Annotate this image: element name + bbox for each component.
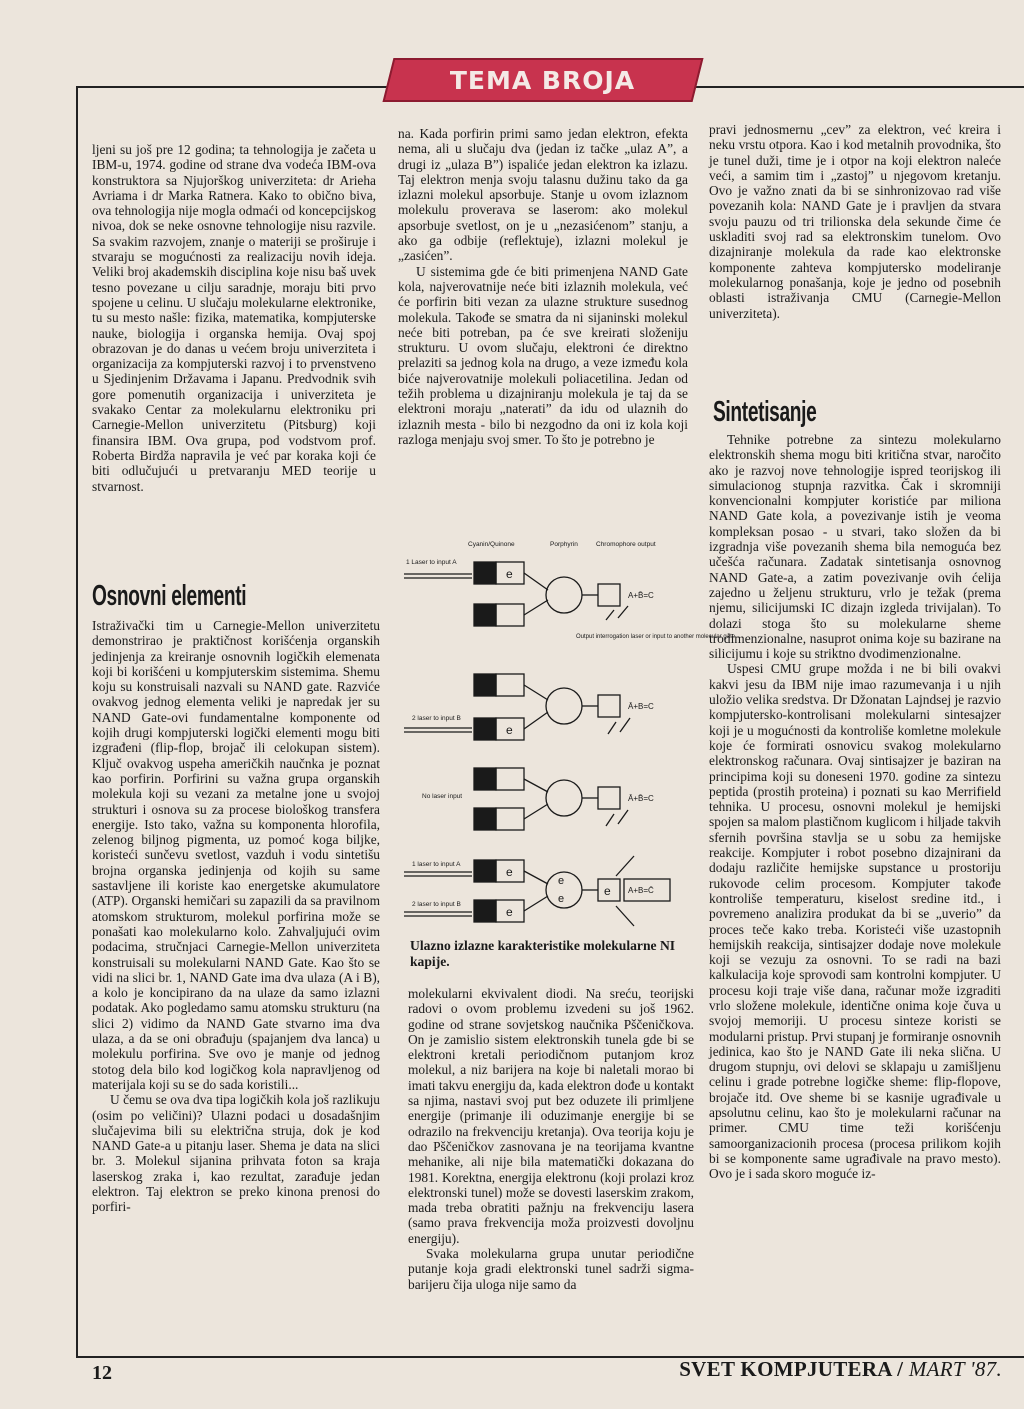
connector — [524, 896, 548, 911]
label-laser-b-4: 2 laser to input B — [412, 901, 461, 908]
cyanin-block — [474, 562, 496, 584]
heading-osnovni-elementi: Osnovni elementi — [92, 580, 247, 612]
quinone-block — [496, 674, 524, 696]
left-rule — [76, 86, 78, 1356]
label-laser-b-2: 2 laser to input B — [412, 715, 461, 722]
arrow — [606, 814, 614, 826]
row-4 — [404, 856, 670, 926]
issue-date: MART '87. — [908, 1357, 1002, 1381]
paragraph: ljeni su još pre 12 godina; ta tehnologija je začeta u IBM-u, 1974. godine od strane dva vodeća IBM-ova konstruktora sa Njujorškog univerziteta: dr Arieha Avriama i dr Marka Ratnera. Kako to obično biva, ova tehnologija nije mogla odmaći od koncepcijskog nivoa, dok se neke osnovne tehnologije nisu razvile. Sa svakim razvojem, znanje o materiji se proširuje i stvaraju se mogućnosti za realizaciju novih ideja. Veliki broj akademskih disciplina koje nisu baš uvek tesno povezane u cilju saradnje, moraju biti prvo spojene u celinu. U slučaju molekularne elektronike, tu su mesto našle: fizika, matematika, kompjuterske nauke, biologija i organska hemija. Ovaj spoj obrazovan je do danas u većem broju univerziteta i organizacija za kompjuterski razvoj i to prvenstveno u Sjedinjenim Državama i Japanu. Predvodnik svih gore pomenutih organizacija i univerziteta je svakako Centar za molekularnu elektroniku pri Carnegie-Mellon univerzitetu (Pitsburg) koji finansira IBM. Ova grupa, pod vodstvom prof. Roberta Birdža napravila je već par koraka koji će biti odlučujući u pretvaranju MED teorije u stvarnost. — [92, 142, 376, 494]
quinone-block — [496, 808, 524, 830]
quinone-block — [496, 768, 524, 790]
nand-gate-diagram — [402, 534, 736, 934]
cyanin-block — [474, 900, 496, 922]
paragraph: Istraživački tim u Carnegie-Mellon univerzitetu demonstrirao je praktičnost korišćenja organskih jedinjenja za kreiranje osnovnih logičkih elemenata koji bi korišćeni u kompjuterskim sistemima. Shemu koju su konstruisali nazvali su NAND gate. Razviće ovakvog jednog elementa veliki je napredak jer su NAND Gate-ovi fundamentalne komponente od kojih drugi kompjuterski logički elementi mogu biti izgrađeni (flip-flop, brojač ili celokupan sistem). Ključ ovakvog uspeha američkih naučnka je poznat kao porfirin. Porfirini su važna grupa organskih molekula koji su vezani za metalne jone u svojoj strukturi i osnova su za procese biološkog transfera energije. Isto tako, važna su komponenta hlorofila, zelenog biljnog pigmenta, uz pomoć koga biljke, koristeći sunčevu svetlost, vazduh i vodu sintetišu brojna organska jedinjenja od kojih su same sastavljene ili koriste kao energetske akumulatore (ATP). Organski hemičari su zapazili da sa pravilnom atomskom strukturom, molekul porfirina može se ponašati kao molekularno kolo. Zahvaljujući ovim podacima, stručnjaci Carnegie-Mellon univerziteta konstruisali su molekularni NAND Gate. Kao što se vidi na slici br. 1, NAND Gate ima dva ulaza (A i B), a kolo je koncipirano da na ulaze da samo izlazni podatak. Ako pogledamo samu atomsku strukturu (na slici 2) vidimo da NAND Gate stvarno ima dva ulaza, a da se oni obrađuju (spajanjem dva lanca) u molekulu porfirina. Sve ovo je manje od jednog stotog dela bilo kod logičkog kola napravljenog od materijala koji su se do sada koristili... — [92, 618, 380, 1092]
output-3: Ā+B̄=C — [628, 794, 654, 803]
caption-text: Ulazno izlazne karakteristike molekularne NI kapije. — [410, 938, 676, 969]
connector — [524, 712, 548, 729]
heading-sintetisanje: Sintetisanje — [713, 396, 817, 428]
paragraph: U čemu se ova dva tipa logičkih kola još razlikuju (osim po veličini)? Ulazni podaci u dosadašnjim slučajevima bili su električna struja, dok je kod NAND Gate-a u pitanju laser. Shema je data na slici br. 3. Molekul sijanina prihvata foton sa kraja laserskog zraka i, kao rezultat, zarađuje jedan elektron. Taj elektron se preko kinona prenosi do porfiri- — [92, 1092, 380, 1215]
paragraph: Svaka molekularna grupa unutar periodične putanje koja gradi elektronski tunel sadrži sigma-barijeru čija uloga nije samo da — [408, 1246, 694, 1292]
cyanin-block — [474, 718, 496, 740]
row-2 — [404, 674, 654, 740]
page-number: 12 — [92, 1362, 112, 1384]
connector — [524, 600, 548, 615]
quinone-block — [496, 604, 524, 626]
electron-label: e — [604, 884, 611, 898]
paragraph: Uspesi CMU grupe možda i ne bi bili ovakvi kakvi jesu da IBM nije imao razumevanja i u njih uložio velika sredstva. Dr Džonatan Lajndsej je razvio kompjutersko-kontrolisani molekularni sintesajzer koji je u mogućnosti da kontroliše komletne molekule koje će formirati osnovicu svakog molekularno elektronskog računara. Ovaj sintisajzer je baziran na principima koji su doneseni 1970. godine za sintezu peptida (prostih proteina) i poznati su kao Merrifield tehnika. U procesu, osnovni molekul je hemijski spojen sa malom plastičnom kuglicom i hiljade takvih sfernih površina stavlja se u sobu za hemijske reakcije. Kompjuter i robot posebno dizajnirani da dodaju različite hemijske supstance u prostoriju rukovode celim procesom. Kompjuter takođe kontroliše temperaturu, kiselost sredine itd., i povremeno analizira produkat da bi se „uverio” da proces teče kako treba. Koristeći više uzastopnih hemijskih reakcija, sintisajzer dodaje nove molekule koji se vezuju za osnovni. To se radi na bazi kalkulacija koje sprovodi sam kontrolni kompjuter. U procesu koji traje više dana, računar može izgraditi vrlo složene molekule, identične onima koje čuva u svojoj memoriji. U procesu sinteze koristi se modularni pristup. Prvi stupanj je formiranje osnovnih jedinica, kao što je NAND Gate ili neka slična. U drugom stupnju, ovi delovi se sklapaju u zamišljenu celinu i grade potrebne logičke sheme: flip-flopove, brojače itd. Ove sheme bi se kasnije ugrađivale u apsolutnu celinu, kao što je molekularni računar na primer. CMU time teži korišćenju samoorganizacionih procesa (procesa prilikom kojih bi se komponente same ugrađivale na pravo mesto). Ovo je i sada skoro moguće iz- — [709, 661, 1001, 1182]
header-cyanin: Cyanin/Quinone — [468, 541, 515, 548]
cyanin-block — [474, 604, 496, 626]
magazine-footer — [679, 1357, 1002, 1382]
electron-label: e — [506, 865, 513, 879]
arrow — [606, 610, 614, 620]
figure-caption — [410, 938, 696, 970]
electron-label: e — [506, 905, 513, 919]
column-3-top — [709, 122, 1001, 321]
column-2-bottom — [408, 986, 694, 1292]
column-1-intro — [92, 142, 376, 494]
arrow — [620, 718, 630, 732]
porphyrin-ring — [546, 577, 582, 613]
arrow — [616, 906, 634, 926]
section-banner-title: TEMA BROJA — [450, 65, 636, 95]
connector — [524, 804, 548, 819]
header-chromophore: Chromophore output — [596, 541, 656, 548]
connector — [524, 573, 548, 590]
label-laser-a-1: 1 Laser to input A — [406, 559, 457, 566]
arrow — [618, 606, 628, 618]
electron-label: e — [506, 723, 513, 737]
chromophore-box — [598, 584, 620, 606]
label-no-laser: No laser input — [422, 793, 463, 800]
chromophore-box — [598, 787, 620, 809]
electron-label: e — [558, 875, 565, 887]
paragraph: Tehnike potrebne za sintezu molekularno elektronskih shema mogu biti kritična stvar, naročito ako je razvoj nove tehnologije ispred teorijskog ili simulacionog stupnja razvitka. Čak i skromniji konvencionalni kompjuter koristiće par miliona NAND Gate kola, a povezivanje istih je veoma kompleksan posao - u stvari, tako složen da bi izgradnja više povezanih shema bila nemoguća bez učešća računara. Zadatak sintetisanja osnovnog NAND Gate-a, a zatim povezivanje ovih ćelija zajedno u željenu strukturu, vrlo je težak (prema njemu, silicijumski IC dizajn izgleda trivijalan). To dolazi stoga što su molekularne sheme trodimenzionalne, nasuprot onima koje su bazirane na silicijumu i koje su striktno dvodimenzionalne. — [709, 432, 1001, 662]
output-4: A+B=C̄ — [628, 886, 654, 895]
connector — [524, 871, 548, 884]
column-3-sintetisanje — [709, 432, 1001, 1182]
porphyrin-ring — [546, 688, 582, 724]
arrow — [618, 810, 628, 824]
section-banner — [383, 58, 704, 102]
row-1 — [404, 559, 736, 640]
interrogation-label: Output interrogation laser or input to another molecular gate — [576, 634, 736, 640]
row-3 — [422, 768, 654, 830]
connector — [524, 779, 548, 792]
label-laser-a-4: 1 laser to input A — [412, 861, 461, 868]
column-2-top — [398, 126, 688, 447]
paragraph: pravi jednosmernu „cev” za elektron, već kreira i neku vrstu otpora. Kao i kod metalnih provodnika, što je tunel duži, time je i otpor na koji elektron naleće veći, a samim tim i „zastoj” u njegovom kretanju. Ovo je važno znati da bi se sinhronizovao rad više povezanih kola: NAND Gate je i pravljen da stvara svoju pauzu od tri trilionska dela sekunde čime će uskladiti svoj rad sa elektronskim tunelom. Ovo dizajniranje molekula da rade kao elektronske komponente zahteva kompjutersko modeliranje molekularnog ponašanja, koje je jedno od posebnih oblasti istraživanja CMU (Carnegie-Mellon univerziteta). — [709, 122, 1001, 321]
output-1: A+B̄=C — [628, 591, 654, 600]
column-1-osnovni — [92, 618, 380, 1215]
arrow — [608, 722, 616, 734]
paragraph: U sistemima gde će biti primenjena NAND Gate kola, najverovatnije neće biti izlaznih molekula, već će porfirin biti vezan za ulazne strukture susednog molekula. Takođe se smatra da ni sijaninski molekul neće biti potreban, pa će sve kreirati složeniju strukturu. U ovom slučaju, elektroni će direktno prelaziti sa jednog kola na drugo, a veze između kola biće najverovatnije molekuli poliacetilina. Jedan od težih problema u dizajniranju molekula je taj da se elektroni moraju „naterati” da idu od ulaznih do izlaznih mesta - bilo bi nezgodno da oni iz kola koji razloga menjaju svoj smer. To što je potrebno je — [398, 263, 688, 447]
cyanin-block — [474, 808, 496, 830]
cyanin-block — [474, 768, 496, 790]
arrow — [616, 856, 634, 876]
porphyrin-ring — [546, 780, 582, 816]
electron-label: e — [558, 893, 565, 905]
chromophore-box — [598, 695, 620, 717]
connector — [524, 685, 548, 700]
cyanin-block — [474, 860, 496, 882]
paragraph: na. Kada porfirin primi samo jedan elektron, efekta nema, ali u slučaju dva (jedan iz tačke „ulaz A”, a drugi iz „ulaza B”) ispaliće jedan elektron ka izlazu. Taj elektron menja svoju talasnu dužinu tako da ga izlazni molekul apsorbuje. Stanje u ovom izlaznom molekulu proverava se laserom: ako molekul apsorbuje svetlost, on je u „nezasićenom” stanju, a ako ga odbije (reflektuje), izlazni molekul je „zasićen”. — [398, 126, 688, 264]
nand-gate-figure — [402, 534, 736, 934]
paragraph: molekularni ekvivalent diodi. Na sreću, teorijski radovi o ovom problemu izvedeni su još 1962. godine od strane sovjetskog naučnika Pščeničkova. On je zamislio sistem elektronskih tunela gde bi se elektroni kretali periodičnom putanjom kroz molekul, a niz barijera na koje bi naletali morao bi imati takvu energiju da, kada elektron dođe u kontakt sa njima, nastavi svoj put bez oduzete ili primljene energije (primanje ili oduzimanje energije bi se odrazilo na frekvenciju kretanja). Ova teorija koju je dao Pščeničkov zasnovana je na teorijama kvantne mehanike, ali nije bila matematički dokazana do 1981. Korektna, energija elektronu (koji prolazi kroz elektronski tunel) može se dovesti laserskim zrakom, mada treba obratiti pažnju na frekvenciju lasera (samo prava frekvencija moža proizvesti dovoljnu energiju). — [408, 986, 694, 1246]
electron-label: e — [506, 567, 513, 581]
output-2: Ā+B=C — [628, 702, 654, 711]
magazine-name: SVET KOMPJUTERA / — [679, 1357, 904, 1381]
cyanin-block — [474, 674, 496, 696]
header-porphyrin: Porphyrin — [550, 541, 578, 548]
